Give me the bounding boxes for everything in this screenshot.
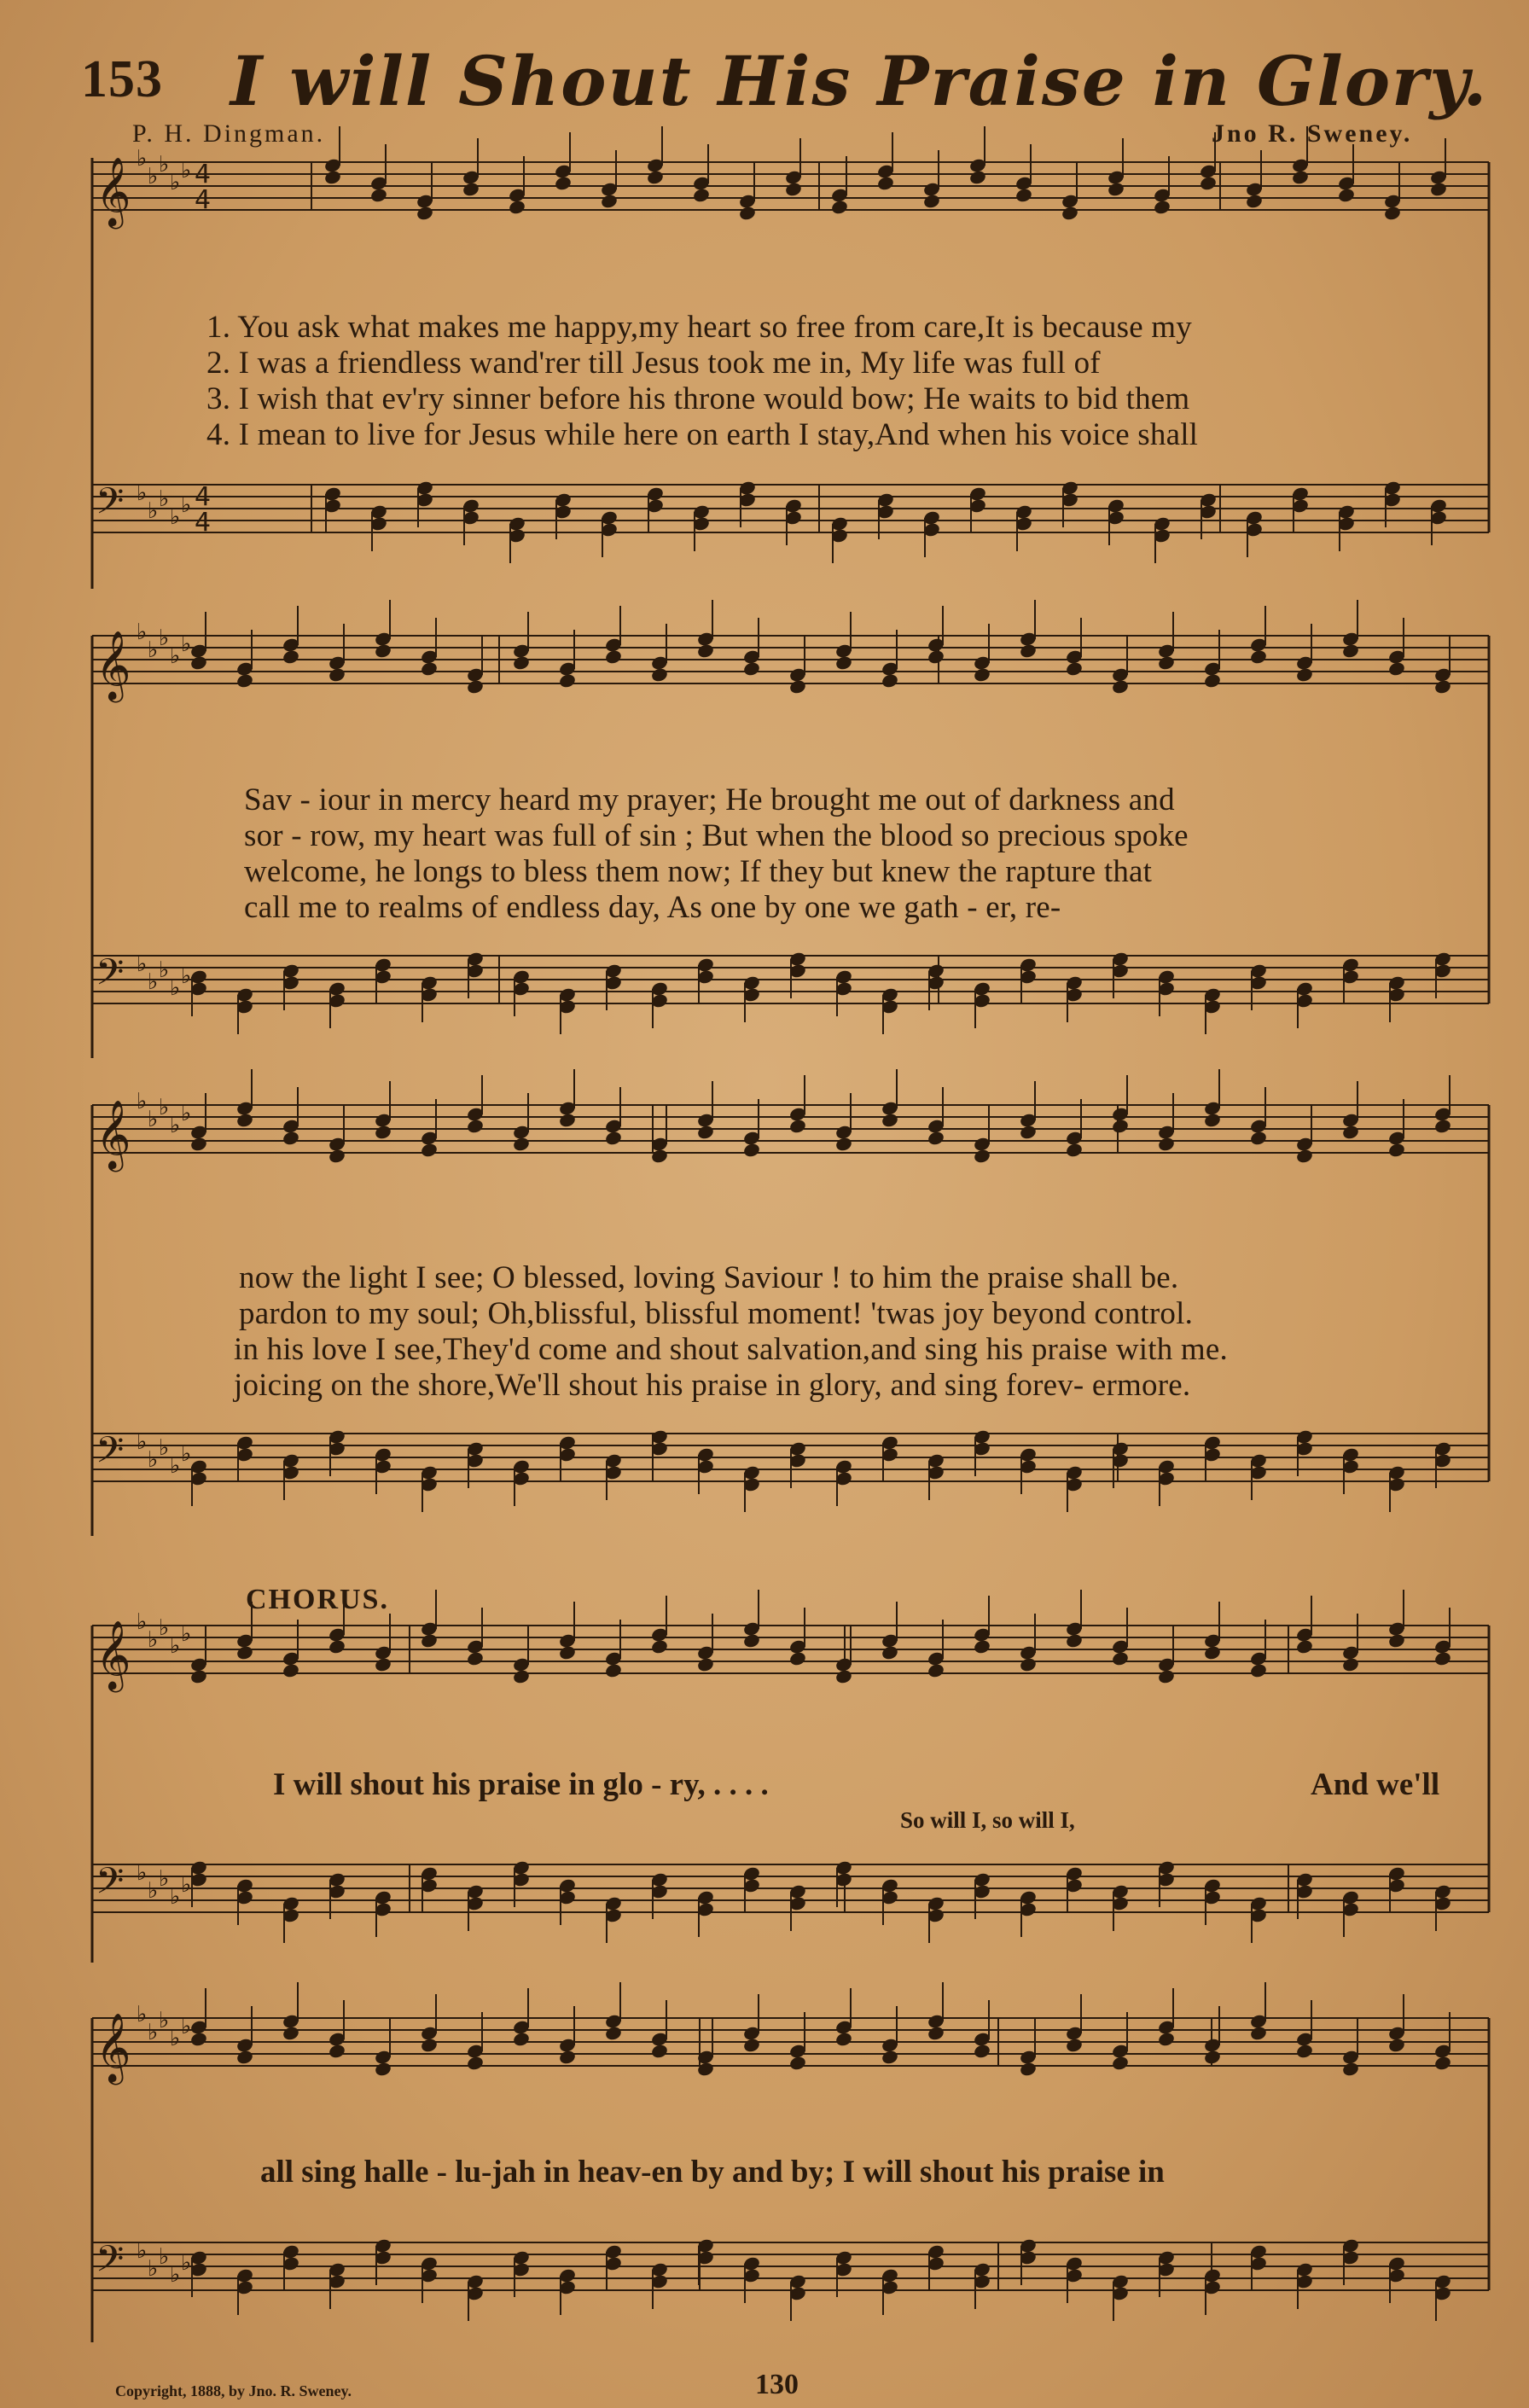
note-head — [973, 1638, 991, 1655]
note-head — [1111, 1650, 1130, 1666]
note-head — [282, 2025, 300, 2041]
note-head — [650, 2043, 669, 2059]
note-head — [1341, 1656, 1360, 1672]
flat-sign-icon: ♭ — [170, 643, 181, 669]
note-head — [1249, 1662, 1268, 1678]
note-head — [742, 2037, 761, 2053]
note-head — [1295, 1148, 1314, 1164]
flat-sign-icon: ♭ — [148, 1878, 159, 1904]
note-head — [328, 1638, 346, 1655]
note-head — [973, 2043, 991, 2059]
flat-sign-icon: ♭ — [137, 1860, 148, 1886]
note-head — [784, 181, 803, 197]
note-head — [738, 205, 757, 221]
note-head — [1249, 2025, 1268, 2041]
note-head — [927, 649, 945, 665]
flat-sign-icon: ♭ — [181, 1621, 192, 1647]
note-head — [927, 2025, 945, 2041]
note-head — [742, 1632, 761, 1649]
note-head — [973, 666, 991, 683]
note-head — [968, 169, 987, 185]
flat-sign-icon: ♭ — [148, 2020, 159, 2045]
flat-sign-icon: ♭ — [181, 1872, 192, 1898]
note-head — [1433, 1650, 1452, 1666]
note-head — [927, 1130, 945, 1146]
note-head — [830, 199, 849, 215]
note-head — [650, 1638, 669, 1655]
flat-sign-icon: ♭ — [159, 486, 170, 512]
flat-sign-icon: ♭ — [159, 2008, 170, 2033]
note-head — [466, 1118, 485, 1134]
note-head — [696, 1124, 715, 1140]
flat-sign-icon: ♭ — [148, 969, 159, 995]
note-head — [742, 1142, 761, 1158]
note-head — [512, 654, 531, 671]
flat-sign-icon: ♭ — [159, 1866, 170, 1892]
note-head — [282, 649, 300, 665]
note-head — [554, 175, 573, 191]
verse-3-line-1: 3. I wish that ev'ry sinner before his throne would bow; He waits to bid them — [206, 381, 1190, 416]
note-head — [1249, 649, 1268, 665]
flat-sign-icon: ♭ — [181, 158, 192, 183]
note-head — [742, 660, 761, 677]
note-head — [1341, 1124, 1360, 1140]
treble-clef-icon: 𝄞 — [96, 1620, 131, 1690]
note-head — [1337, 187, 1356, 203]
note-head — [512, 1668, 531, 1684]
note-head — [323, 169, 342, 185]
time-signature-top: 4 — [195, 160, 212, 189]
note-head — [235, 1112, 254, 1128]
note-head — [834, 654, 853, 671]
note-head — [604, 2025, 623, 2041]
bass-clef-icon: 𝄢 — [96, 480, 125, 532]
note-head — [1157, 654, 1176, 671]
note-head — [788, 2055, 807, 2071]
time-signature-top: 4 — [195, 482, 212, 512]
verse-2-line-3: pardon to my soul; Oh,blissful, blissful moment! 'twas joy beyond control. — [239, 1296, 1194, 1331]
note-head — [1157, 2031, 1176, 2047]
flat-sign-icon: ♭ — [159, 1435, 170, 1461]
copyright-notice: Copyright, 1888, by Jno. R. Sweney. — [115, 2382, 352, 2399]
note-head — [1019, 643, 1038, 659]
flat-sign-icon: ♭ — [170, 170, 181, 195]
flat-sign-icon: ♭ — [148, 1627, 159, 1653]
note-head — [881, 1112, 899, 1128]
note-head — [927, 1662, 945, 1678]
hymn-title: I will Shout His Praise in Glory. — [230, 41, 1489, 121]
note-head — [420, 2037, 439, 2053]
chorus-line-2: all sing halle - lu-jah in heav-en by and by; I will shout his praise in — [260, 2155, 1165, 2190]
flat-sign-icon: ♭ — [137, 619, 148, 645]
flat-sign-icon: ♭ — [148, 1447, 159, 1473]
chorus-echo: So will I, so will I, — [900, 1807, 1075, 1833]
flat-sign-icon: ♭ — [181, 2014, 192, 2039]
note-head — [328, 1148, 346, 1164]
note-head — [558, 1112, 577, 1128]
time-signature-bottom: 4 — [195, 185, 212, 215]
note-head — [1433, 678, 1452, 695]
bass-clef-icon: 𝄢 — [96, 2238, 125, 2289]
treble-clef-icon: 𝄞 — [96, 630, 131, 700]
flat-sign-icon: ♭ — [170, 1113, 181, 1138]
flat-sign-icon: ♭ — [148, 1107, 159, 1132]
note-head — [1203, 1112, 1222, 1128]
note-head — [600, 193, 619, 209]
note-head — [558, 672, 577, 689]
note-head — [189, 1668, 208, 1684]
note-head — [1387, 2037, 1406, 2053]
note-head — [328, 2043, 346, 2059]
composer-credit: Jno R. Sweney. — [1212, 119, 1413, 148]
verse-2-line-1: 2. I was a friendless wand'rer till Jesus took me in, My life was full of — [206, 346, 1101, 381]
note-head — [374, 2061, 392, 2077]
verse-1-line-3: now the light I see; O blessed, loving Saviour ! to him the praise shall be. — [239, 1260, 1179, 1295]
note-head — [1341, 643, 1360, 659]
note-head — [1387, 660, 1406, 677]
note-head — [512, 2031, 531, 2047]
note-head — [1065, 660, 1084, 677]
flat-sign-icon: ♭ — [159, 1615, 170, 1641]
verse-3-line-2: welcome, he longs to bless them now; If they but knew the rapture that — [244, 854, 1153, 889]
flat-sign-icon: ♭ — [137, 146, 148, 172]
flat-sign-icon: ♭ — [159, 2244, 170, 2270]
time-signature-bottom: 4 — [195, 508, 212, 538]
note-head — [1387, 1632, 1406, 1649]
note-head — [834, 1668, 853, 1684]
note-head — [1111, 678, 1130, 695]
note-head — [235, 672, 254, 689]
note-head — [1157, 1136, 1176, 1152]
note-head — [282, 1662, 300, 1678]
note-head — [1433, 2055, 1452, 2071]
flat-sign-icon: ♭ — [170, 2262, 181, 2288]
bass-clef-icon: 𝄢 — [96, 1429, 125, 1480]
flat-sign-icon: ♭ — [159, 625, 170, 651]
note-head — [696, 1656, 715, 1672]
note-head — [1019, 1656, 1038, 1672]
note-head — [1153, 199, 1171, 215]
note-head — [508, 199, 526, 215]
note-head — [1245, 193, 1264, 209]
note-head — [1249, 1130, 1268, 1146]
note-head — [604, 1662, 623, 1678]
note-head — [788, 678, 807, 695]
note-head — [558, 2049, 577, 2065]
flat-sign-icon: ♭ — [148, 164, 159, 189]
flat-sign-icon: ♭ — [181, 492, 192, 518]
note-head — [973, 1148, 991, 1164]
note-head — [1295, 2043, 1314, 2059]
note-head — [235, 1644, 254, 1661]
note-head — [466, 2055, 485, 2071]
note-head — [1341, 2061, 1360, 2077]
verse-4-line-2: call me to realms of endless day, As one by one we gath - er, re- — [244, 890, 1061, 925]
flat-sign-icon: ♭ — [137, 1429, 148, 1455]
note-head — [462, 181, 480, 197]
flat-sign-icon: ♭ — [181, 2250, 192, 2276]
note-head — [466, 1650, 485, 1666]
page-number: 130 — [755, 2369, 799, 2400]
flat-sign-icon: ♭ — [137, 1609, 148, 1635]
note-head — [881, 672, 899, 689]
note-head — [881, 2049, 899, 2065]
flat-sign-icon: ♭ — [148, 637, 159, 663]
note-head — [1061, 205, 1079, 221]
note-head — [692, 187, 711, 203]
flat-sign-icon: ♭ — [148, 498, 159, 524]
verse-1-line-2: Sav - iour in mercy heard my prayer; He brought me out of darkness and — [244, 782, 1175, 817]
note-head — [374, 643, 392, 659]
flat-sign-icon: ♭ — [137, 2238, 148, 2264]
note-head — [466, 678, 485, 695]
note-head — [1199, 175, 1218, 191]
verse-4-line-3: joicing on the shore,We'll shout his praise in glory, and sing forev- ermore. — [234, 1368, 1191, 1403]
note-head — [1111, 1118, 1130, 1134]
note-head — [922, 193, 941, 209]
flat-sign-icon: ♭ — [170, 504, 181, 530]
note-head — [1291, 169, 1310, 185]
flat-sign-icon: ♭ — [181, 963, 192, 989]
flat-sign-icon: ♭ — [170, 1453, 181, 1479]
note-head — [282, 1130, 300, 1146]
note-head — [369, 187, 388, 203]
note-head — [1157, 1668, 1176, 1684]
note-head — [834, 1136, 853, 1152]
note-head — [1429, 181, 1448, 197]
flat-sign-icon: ♭ — [159, 152, 170, 177]
note-head — [881, 1644, 899, 1661]
flat-sign-icon: ♭ — [137, 951, 148, 977]
note-head — [558, 1644, 577, 1661]
note-head — [328, 666, 346, 683]
flat-sign-icon: ♭ — [170, 2026, 181, 2051]
flat-sign-icon: ♭ — [148, 2256, 159, 2282]
treble-clef-icon: 𝄞 — [96, 156, 131, 226]
note-head — [604, 1130, 623, 1146]
note-head — [1107, 181, 1125, 197]
note-head — [1111, 2055, 1130, 2071]
note-head — [420, 1632, 439, 1649]
chorus-line-1: I will shout his praise in glo - ry, . . . . — [273, 1767, 769, 1802]
note-head — [1014, 187, 1033, 203]
note-head — [1203, 2049, 1222, 2065]
note-head — [1387, 1142, 1406, 1158]
note-head — [788, 1118, 807, 1134]
note-head — [876, 175, 895, 191]
flat-sign-icon: ♭ — [170, 975, 181, 1001]
note-head — [1383, 205, 1402, 221]
note-head — [696, 643, 715, 659]
flat-sign-icon: ♭ — [159, 1095, 170, 1120]
treble-clef-icon: 𝄞 — [96, 1099, 131, 1169]
note-head — [650, 666, 669, 683]
note-head — [1065, 2037, 1084, 2053]
note-head — [189, 1136, 208, 1152]
note-head — [1065, 1142, 1084, 1158]
note-head — [1433, 1118, 1452, 1134]
note-head — [416, 205, 434, 221]
note-head — [834, 2031, 853, 2047]
chorus-label: CHORUS. — [246, 1584, 389, 1615]
verse-3-line-3: in his love I see,They'd come and shout salvation,and sing his praise with me. — [234, 1332, 1228, 1367]
note-head — [189, 654, 208, 671]
note-head — [512, 1136, 531, 1152]
flat-sign-icon: ♭ — [170, 1633, 181, 1659]
note-head — [1019, 1124, 1038, 1140]
flat-sign-icon: ♭ — [170, 1884, 181, 1910]
note-head — [420, 660, 439, 677]
flat-sign-icon: ♭ — [159, 957, 170, 983]
note-head — [788, 1650, 807, 1666]
note-head — [374, 1656, 392, 1672]
flat-sign-icon: ♭ — [181, 1101, 192, 1126]
note-head — [1203, 1644, 1222, 1661]
verse-4-line-1: 4. I mean to live for Jesus while here on earth I stay,And when his voice shall — [206, 417, 1199, 452]
treble-clef-icon: 𝄞 — [96, 2012, 131, 2082]
chorus-line-1-end: And we'll — [1311, 1767, 1440, 1802]
note-head — [374, 1124, 392, 1140]
note-head — [604, 649, 623, 665]
note-head — [1295, 666, 1314, 683]
note-head — [420, 1142, 439, 1158]
note-head — [1019, 2061, 1038, 2077]
note-head — [1203, 672, 1222, 689]
flat-sign-icon: ♭ — [181, 1441, 192, 1467]
note-head — [646, 169, 665, 185]
bass-clef-icon: 𝄢 — [96, 1860, 125, 1911]
flat-sign-icon: ♭ — [137, 480, 148, 506]
verse-2-line-2: sor - row, my heart was full of sin ; But when the blood so precious spoke — [244, 818, 1189, 853]
hymn-number: 153 — [81, 50, 163, 108]
note-head — [1065, 1632, 1084, 1649]
flat-sign-icon: ♭ — [137, 2002, 148, 2027]
note-head — [235, 2049, 254, 2065]
flat-sign-icon: ♭ — [137, 1089, 148, 1114]
verse-1-line-1: 1. You ask what makes me happy,my heart so free from care,It is because my — [206, 310, 1192, 345]
lyricist-credit: P. H. Dingman. — [132, 119, 326, 148]
flat-sign-icon: ♭ — [181, 631, 192, 657]
note-head — [189, 2031, 208, 2047]
bass-clef-icon: 𝄢 — [96, 951, 125, 1003]
note-head — [1295, 1638, 1314, 1655]
